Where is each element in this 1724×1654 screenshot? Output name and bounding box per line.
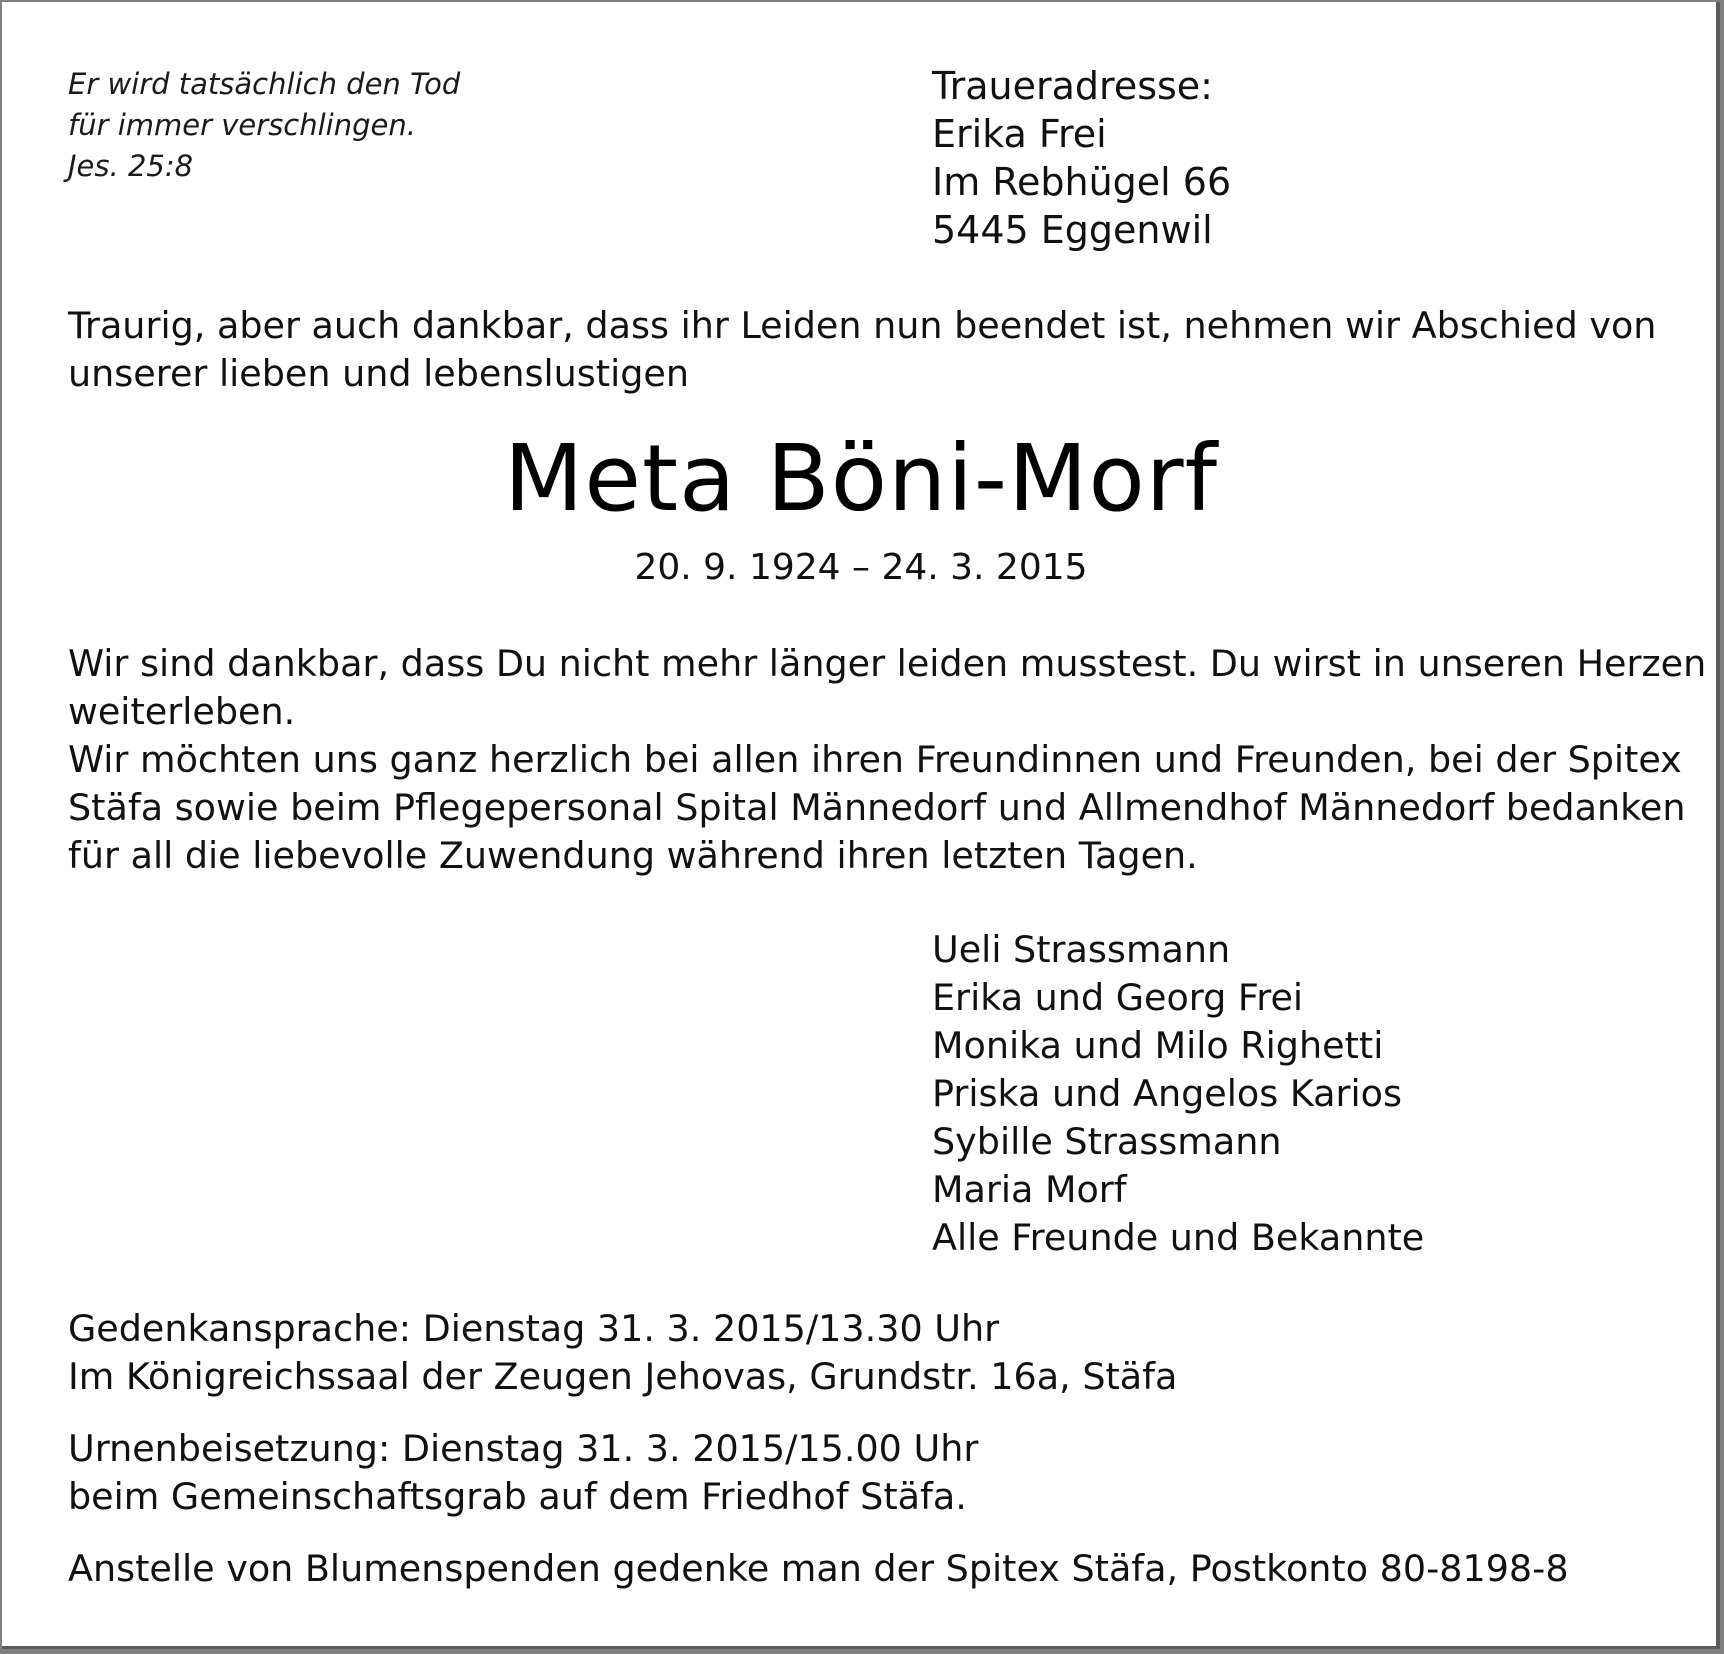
verse-line: Er wird tatsächlich den Tod [68,67,461,101]
message-paragraph [68,640,1707,880]
mourner-name: Priska und Angelos Karios [932,1072,1403,1115]
burial-line: Urnenbeisetzung: Dienstag 31. 3. 2015/15.00 Uhr [68,1427,979,1470]
message-line: weiterleben. [68,690,296,733]
obituary-notice [2,2,1720,1649]
deceased-name: Meta Böni-Morf [503,425,1219,532]
mourner-name: Erika und Georg Frei [932,976,1304,1019]
mourning-address [932,62,1231,254]
intro-line: Traurig, aber auch dankbar, dass ihr Leiden nun beendet ist, nehmen wir Abschied von [68,304,1657,347]
donation-line: Anstelle von Blumenspenden gedenke man der Spitex Stäfa, Postkonto 80-8198-8 [68,1547,1569,1590]
mourner-name: Ueli Strassmann [932,928,1231,971]
mourner-name: Sybille Strassmann [932,1120,1282,1163]
message-line: Wir möchten uns ganz herzlich bei allen ihren Freundinnen und Freunden, bei der Spitex [68,738,1682,781]
message-line: Stäfa sowie beim Pflegepersonal Spital Männedorf und Allmendhof Männedorf bedanken [68,786,1686,829]
mourner-name: Monika und Milo Righetti [932,1024,1384,1067]
mourner-name: Maria Morf [932,1168,1127,1211]
verse-reference: Jes. 25:8 [68,149,194,183]
memorial-service-info [68,1305,1668,1401]
mourner-name: Alle Freunde und Bekannte [932,1216,1425,1259]
memorial-line: Im Königreichssaal der Zeugen Jehovas, Grundstr. 16a, Stäfa [68,1355,1178,1398]
mourners-list [932,926,1424,1262]
burial-line: beim Gemeinschaftsgrab auf dem Friedhof Stäfa. [68,1475,967,1518]
life-dates: 20. 9. 1924 – 24. 3. 2015 [634,547,1088,588]
address-name: Erika Frei [932,112,1107,156]
message-line: für all die liebevolle Zuwendung während ihren letzten Tagen. [68,834,1198,877]
message-line: Wir sind dankbar, dass Du nicht mehr länger leiden musstest. Du wirst in unseren Herzen [68,642,1707,685]
donation-note [68,1545,1668,1593]
verse-line: für immer verschlingen. [68,108,416,142]
bible-verse [68,64,460,187]
address-city: 5445 Eggenwil [932,208,1213,252]
intro-paragraph [68,302,1668,398]
memorial-line: Gedenkansprache: Dienstag 31. 3. 2015/13.30 Uhr [68,1307,1000,1350]
intro-line: unserer lieben und lebenslustigen [68,352,690,395]
address-street: Im Rebhügel 66 [932,160,1232,204]
urn-burial-info [68,1425,1668,1521]
address-label: Traueradresse: [932,64,1213,108]
